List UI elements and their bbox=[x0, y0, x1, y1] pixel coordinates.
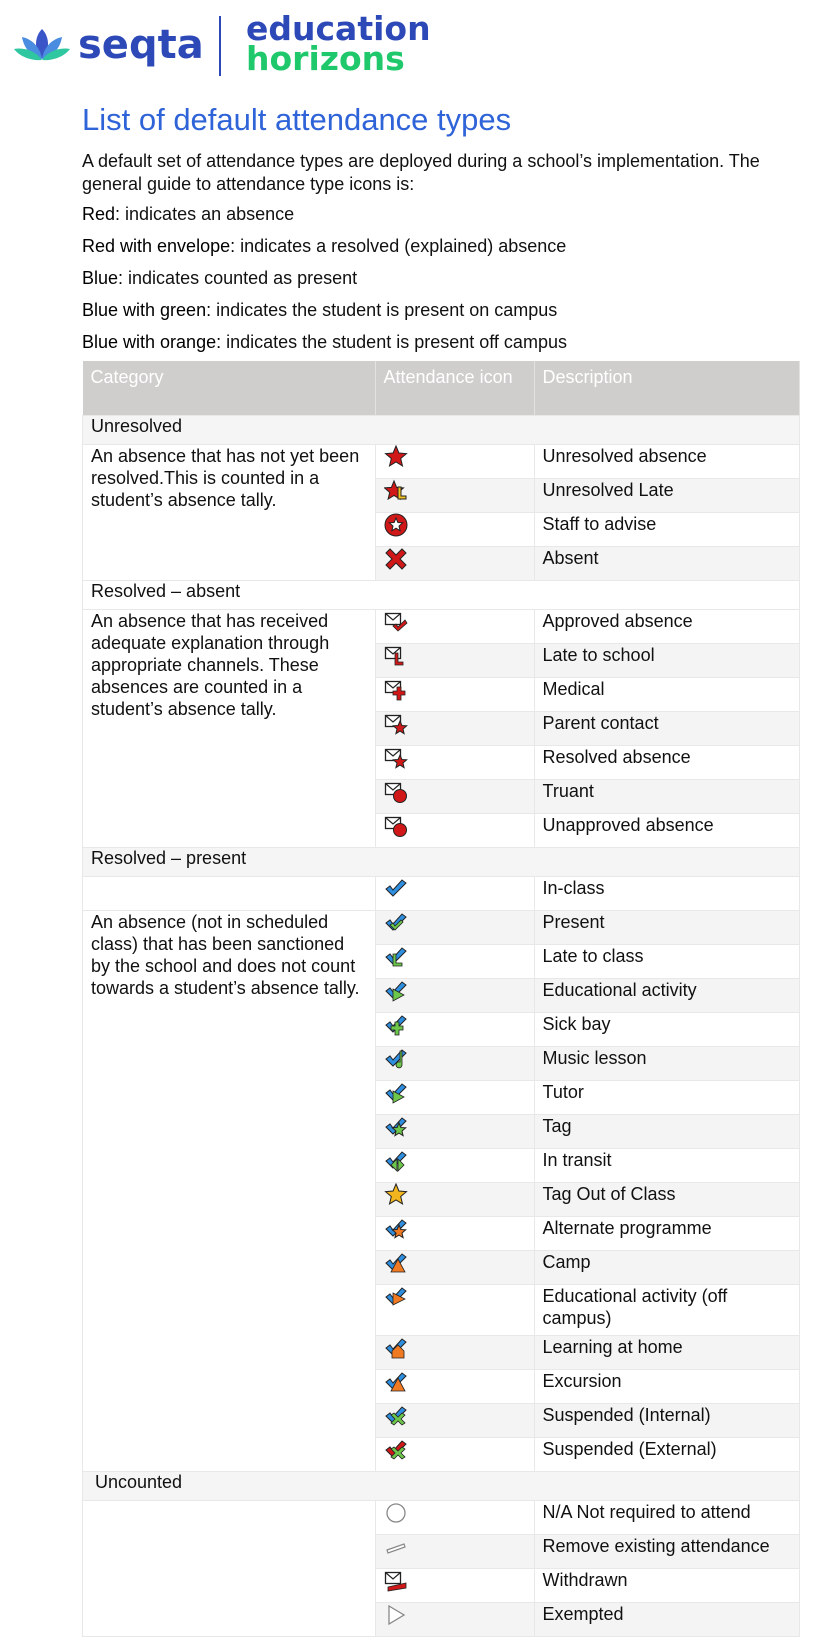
attendance-icon-cell bbox=[375, 1603, 534, 1637]
logo-divider bbox=[219, 16, 221, 76]
table-row bbox=[83, 445, 800, 479]
envelope-check-icon bbox=[384, 610, 408, 634]
legend-text: indicates the student is present on campus bbox=[211, 300, 558, 320]
legend-key: Blue with orange: bbox=[82, 332, 222, 352]
category-description: An absence that has not yet been resolved.This is counted in a student’s absence tally. bbox=[83, 445, 376, 581]
attendance-icon-cell bbox=[375, 1404, 534, 1438]
attendance-icon-cell bbox=[375, 678, 534, 712]
blue-green-note-icon bbox=[384, 1047, 408, 1071]
attendance-icon-cell bbox=[375, 1081, 534, 1115]
attendance-type-description: In transit bbox=[534, 1149, 800, 1183]
table-row bbox=[83, 911, 800, 945]
eh-line2: horizons bbox=[246, 39, 405, 78]
attendance-icon-cell bbox=[375, 1251, 534, 1285]
envelope-dot-icon bbox=[384, 814, 408, 838]
envelope-late-icon bbox=[384, 644, 408, 668]
attendance-icon-cell bbox=[375, 1047, 534, 1081]
attendance-type-description: Withdrawn bbox=[534, 1569, 800, 1603]
attendance-type-description: Approved absence bbox=[534, 610, 800, 644]
seqta-wordmark: seqta bbox=[78, 22, 204, 68]
legend-key: Blue: bbox=[82, 268, 124, 288]
red-star-icon bbox=[384, 445, 408, 469]
red-cross-icon bbox=[384, 547, 408, 571]
attendance-type-description: Camp bbox=[534, 1251, 800, 1285]
attendance-type-description: Music lesson bbox=[534, 1047, 800, 1081]
lotus-icon bbox=[14, 27, 70, 63]
attendance-icon-cell bbox=[375, 1501, 534, 1535]
attendance-type-description: Educational activity bbox=[534, 979, 800, 1013]
envelope-star-icon bbox=[384, 746, 408, 770]
legend-text: indicates an absence bbox=[120, 204, 295, 224]
attendance-type-description: Absent bbox=[534, 547, 800, 581]
attendance-icon-cell bbox=[375, 780, 534, 814]
blue-green-transit-icon bbox=[384, 1149, 408, 1173]
section-title: Unresolved bbox=[83, 416, 800, 445]
attendance-icon-cell bbox=[375, 911, 534, 945]
red-circle-star-icon bbox=[384, 513, 408, 537]
red-star-late-icon bbox=[384, 479, 408, 503]
blue-green-arrow-icon bbox=[384, 1081, 408, 1105]
attendance-type-description: Suspended (External) bbox=[534, 1438, 800, 1472]
header bbox=[14, 9, 434, 82]
education-horizons-logo bbox=[246, 9, 431, 78]
legend-text: indicates the student is present off campus bbox=[221, 332, 567, 352]
blue-orange-star-icon bbox=[384, 1217, 408, 1241]
attendance-type-description: Late to school bbox=[534, 644, 800, 678]
legend-text: indicates counted as present bbox=[123, 268, 358, 288]
legend-item bbox=[82, 300, 557, 321]
attendance-type-description: Learning at home bbox=[534, 1336, 800, 1370]
attendance-type-description: Educational activity (off campus) bbox=[534, 1285, 800, 1336]
attendance-type-description: Alternate programme bbox=[534, 1217, 800, 1251]
attendance-icon-cell bbox=[375, 1013, 534, 1047]
grey-circle-icon bbox=[384, 1501, 408, 1525]
attendance-type-description: N/A Not required to attend bbox=[534, 1501, 800, 1535]
table-row bbox=[83, 610, 800, 644]
category-description: An absence that has received adequate explanation through appropriate channels. These absences are counted in a student’s absence tally. bbox=[83, 610, 376, 848]
attendance-icon-cell bbox=[375, 1438, 534, 1472]
eh-line1: education bbox=[246, 9, 431, 48]
attendance-type-description: Sick bay bbox=[534, 1013, 800, 1047]
attendance-icon-cell bbox=[375, 746, 534, 780]
blue-green-late-icon bbox=[384, 945, 408, 969]
header-description: Description bbox=[534, 361, 800, 416]
envelope-dot-icon bbox=[384, 780, 408, 804]
attendance-icon-cell bbox=[375, 1569, 534, 1603]
attendance-icon-cell bbox=[375, 513, 534, 547]
category-description: An absence (not in scheduled class) that has been sanctioned by the school and does not count towards a student’s absence tally. bbox=[83, 911, 376, 1472]
header-category: Category bbox=[83, 361, 376, 416]
blue-green-x-icon bbox=[384, 1404, 408, 1428]
attendance-type-description: Tutor bbox=[534, 1081, 800, 1115]
section-title: Resolved – present bbox=[83, 848, 800, 877]
yellow-star-icon bbox=[384, 1183, 408, 1207]
attendance-icon-cell bbox=[375, 1217, 534, 1251]
envelope-cross-icon bbox=[384, 678, 408, 702]
attendance-icon-cell bbox=[375, 644, 534, 678]
page-title: List of default attendance types bbox=[82, 102, 512, 137]
blue-green-star-icon bbox=[384, 1115, 408, 1139]
table-body bbox=[83, 416, 800, 1637]
header-attendance-icon: Attendance icon bbox=[375, 361, 534, 416]
intro-text: A default set of attendance types are deployed during a school’s implementation. The general guide to attendance type icons is: bbox=[82, 151, 760, 194]
attendance-icon-cell bbox=[375, 979, 534, 1013]
blue-orange-house-icon bbox=[384, 1336, 408, 1360]
attendance-icon-cell bbox=[375, 814, 534, 848]
legend-key: Red with envelope: bbox=[82, 236, 236, 256]
table-row bbox=[83, 877, 800, 911]
legend-item bbox=[82, 268, 357, 289]
attendance-icon-cell bbox=[375, 877, 534, 911]
attendance-type-description: Suspended (Internal) bbox=[534, 1404, 800, 1438]
blue-check-icon bbox=[384, 877, 408, 901]
table-row bbox=[83, 1501, 800, 1535]
attendance-type-description: Unresolved absence bbox=[534, 445, 800, 479]
legend-item bbox=[82, 236, 566, 257]
attendance-type-description: Truant bbox=[534, 780, 800, 814]
attendance-type-description: Resolved absence bbox=[534, 746, 800, 780]
attendance-icon-cell bbox=[375, 945, 534, 979]
blue-green-cross-icon bbox=[384, 1013, 408, 1037]
legend-text: indicates a resolved (explained) absence bbox=[235, 236, 567, 256]
attendance-type-description: Tag bbox=[534, 1115, 800, 1149]
section-title: Resolved – absent bbox=[83, 581, 800, 610]
attendance-types-table bbox=[82, 361, 800, 1637]
section-title: Uncounted bbox=[83, 1472, 800, 1501]
attendance-icon-cell bbox=[375, 1183, 534, 1217]
attendance-type-description: Late to class bbox=[534, 945, 800, 979]
blue-orange-triangle-icon bbox=[384, 1251, 408, 1275]
grey-triangle-icon bbox=[384, 1603, 408, 1627]
category-cell bbox=[83, 877, 376, 911]
category-description bbox=[83, 1501, 376, 1637]
attendance-icon-cell bbox=[375, 1370, 534, 1404]
attendance-type-description: Excursion bbox=[534, 1370, 800, 1404]
attendance-type-description: Tag Out of Class bbox=[534, 1183, 800, 1217]
table-header-row bbox=[83, 361, 800, 416]
attendance-type-description: Unresolved Late bbox=[534, 479, 800, 513]
attendance-icon-cell bbox=[375, 547, 534, 581]
attendance-type-description: Parent contact bbox=[534, 712, 800, 746]
attendance-icon-cell bbox=[375, 479, 534, 513]
eraser-icon bbox=[384, 1535, 408, 1559]
blue-green-check-icon bbox=[384, 911, 408, 935]
attendance-type-description: Exempted bbox=[534, 1603, 800, 1637]
legend-item bbox=[82, 204, 294, 225]
attendance-type-description: Present bbox=[534, 911, 800, 945]
attendance-icon-cell bbox=[375, 445, 534, 479]
section-row bbox=[83, 848, 800, 877]
legend-key: Blue with green: bbox=[82, 300, 212, 320]
envelope-star-icon bbox=[384, 712, 408, 736]
attendance-type-description: Remove existing attendance bbox=[534, 1535, 800, 1569]
attendance-icon-cell bbox=[375, 610, 534, 644]
blue-orange-arrow-icon bbox=[384, 1285, 408, 1309]
envelope-withdrawn-icon bbox=[384, 1569, 408, 1593]
attendance-type-description: Unapproved absence bbox=[534, 814, 800, 848]
attendance-type-description: In-class bbox=[534, 877, 800, 911]
section-row bbox=[83, 1472, 800, 1501]
blue-green-arrow-icon bbox=[384, 979, 408, 1003]
attendance-icon-cell bbox=[375, 1336, 534, 1370]
attendance-type-description: Medical bbox=[534, 678, 800, 712]
red-green-x-icon bbox=[384, 1438, 408, 1462]
blue-orange-triangle-icon bbox=[384, 1370, 408, 1394]
attendance-icon-cell bbox=[375, 712, 534, 746]
legend-item bbox=[82, 332, 567, 353]
attendance-icon-cell bbox=[375, 1535, 534, 1569]
seqta-logo bbox=[14, 22, 204, 68]
attendance-type-description: Staff to advise bbox=[534, 513, 800, 547]
section-row bbox=[83, 416, 800, 445]
attendance-icon-cell bbox=[375, 1285, 534, 1336]
section-row bbox=[83, 581, 800, 610]
attendance-icon-cell bbox=[375, 1115, 534, 1149]
attendance-icon-cell bbox=[375, 1149, 534, 1183]
legend-key: Red: bbox=[82, 204, 121, 224]
